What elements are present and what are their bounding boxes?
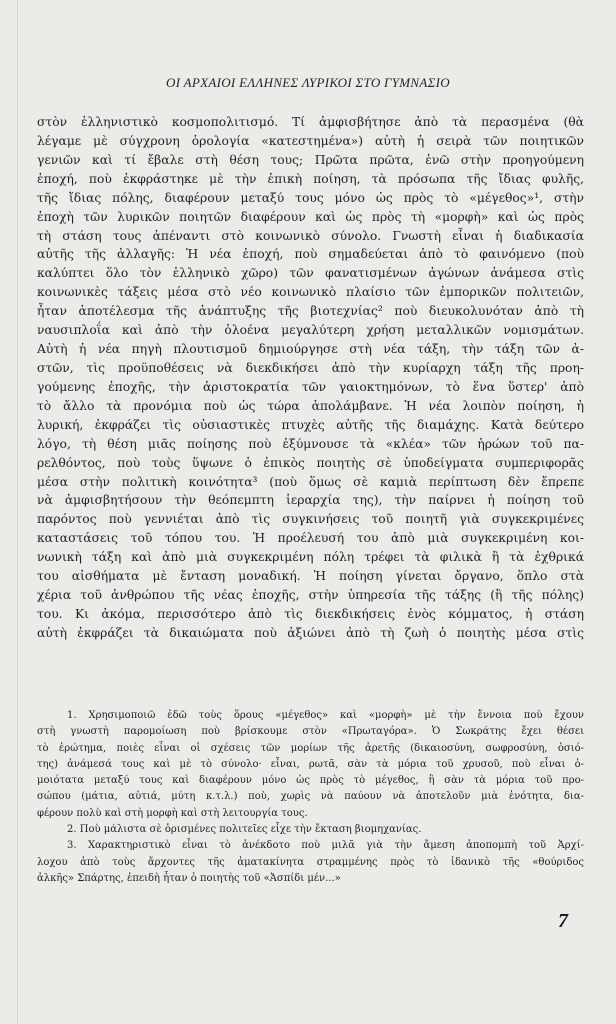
body-line: ἐποχὴ τῶν λυρικῶν ποιητῶν διαφέρουν καὶ ὡς πρὸς τὴ «μορφὴ» καὶ ὡς πρὸς [37, 209, 584, 224]
body-line: ἐποχή, ποὺ ἐκφράστηκε μὲ τὴν ἐπικὴ ποίηση, τὰ πρόσωπα τῆς ἴδιας φυλῆς, [37, 171, 584, 186]
running-head: ΟΙ ΑΡΧΑΙΟΙ ΕΛΛΗΝΕΣ ΛΥΡΙΚΟΙ ΣΤΟ ΓΥΜΝΑΣΙΟ [166, 75, 450, 90]
body-line: του. Κι ἀκόμα, περισσότερο ἀπὸ τὶς διεκδικήσεις ἑνὸς κόμματος, ἡ στάση [37, 606, 584, 621]
body-line: καταστάσεις τοῦ τόπου του. Ἡ προέλευσή του ἀπὸ μιὰ συγκεκριμένη κοι- [37, 531, 584, 546]
body-line: νωνικὴ τάξη καὶ ἀπὸ μιὰ συγκεκριμένη πόλη τρέφει τὰ φιλικὰ ἢ τὰ ἐχθρικά [37, 550, 584, 565]
footnote-line: της) ἀνάμεσά τους καὶ μὲ τὸ σύνολο· εἶναι, ρωτᾶ, σὰν τὰ μόρια τοῦ χρυσοῦ, ποὺ εἶναι ὁ- [37, 758, 584, 770]
body-text [37, 113, 584, 643]
footnote-line: τὸ ἐρώτημα, ποιὲς εἶναι οἱ σχέσεις τῶν μορίων τῆς ἀρετῆς (δικαιοσύνη, σωφροσύνη, ὁσιό- [37, 742, 584, 754]
body-line: Αὐτὴ ἡ νέα πηγὴ πλουτισμοῦ δημιούργησε στὴ νέα τάξη, τὴν τάξη τῶν ἀ- [37, 342, 584, 357]
body-line: λυρική, ἐκφράζει τὶς οὐσιαστικὲς πτυχὲς αὐτῆς τῆς διαμάχης. Κατὰ δεύτερο [37, 417, 584, 432]
body-line: αὐτῆς τῆς ἀλλαγῆς: Ἡ νέα ἐποχή, ποὺ σημαδεύεται ἀπὸ τὸ φαινόμενο (ποὺ [37, 247, 584, 262]
body-line: λέγαμε μὲ σύγχρονη ὁρολογία «κατεστημένα») αὐτὴ ἡ σειρὰ τῶν ποιητικῶν [37, 133, 584, 148]
footnote-line: ἀλκῆς» Σπάρτης, ἐπειδὴ ἦταν ὁ ποιητὴς τοῦ «Ἀσπίδι μέν...» [37, 872, 341, 884]
body-line: ναυσιπλοΐα καὶ ἀπὸ τὴν ὁλοένα μεγαλύτερη χρήση μεταλλικῶν νομισμάτων. [37, 323, 584, 338]
body-line: γενιῶν καὶ τί ἔβαλε στὴ θέση τους; Πρῶτα πρῶτα, ἐνῶ στὴν προηγούμενη [37, 152, 584, 167]
body-line: στὸν ἑλληνιστικὸ κοσμοπολιτισμό. Τί ἀμφισβήτησε ἀπὸ τὰ περασμένα (θὰ [37, 115, 584, 129]
footnote-line: μοιότατα μεταξύ τους καὶ διαφέρουν μόνο ὡς πρὸς τὸ μέγεθος, ἢ σὰν τὰ μόρια τοῦ προ- [37, 775, 584, 787]
body-line: κοινωνικὲς τάξεις μέσα στὸ νέο κοινωνικὸ πλαίσιο τῶν ἐμπορικῶν πολιτειῶν, [37, 285, 584, 300]
body-line: αὐτὴ ἐκφράζει τὰ δικαιώματα ποὺ ἀξιώνει ἀπὸ τὴ ζωὴ ὁ ποιητὴς μέσα στὶς [37, 625, 584, 640]
footnotes [37, 708, 584, 887]
footnote-1 [37, 708, 584, 822]
body-line: λόγο, τὴ θέση μιᾶς ποίησης ποὺ ἐξύμνουσε τὰ «κλέα» τῶν ἡρώων τοῦ πα- [37, 436, 584, 451]
footnote-2 [37, 822, 584, 838]
binding-edge [17, 0, 18, 1024]
footnote-line: 3. Χαρακτηριστικὸ εἶναι τὸ ἀνέκδοτο ποὺ μιλᾶ γιὰ τὴν ἄμεση ἀποπομπὴ τοῦ Ἀρχί- [67, 840, 584, 852]
footnote-line: 2. Ποὺ μάλιστα σὲ ὁρισμένες πολιτεῖες εἶχε τὴν ἔκταση βιομηχανίας. [67, 824, 422, 836]
body-line: ρελθόντος, ποὺ τοὺς ὕψωνε ὁ ἐπικὸς ποιητὴς σὲ ὑποδείγματα συμπεριφορᾶς [37, 455, 584, 470]
body-line: γούμενης ἐποχῆς, τὴν ἀριστοκρατία τῶν γαιοκτημόνων, τὸ ἕνα ὕστερ' ἀπὸ [37, 379, 584, 394]
footnote-line: φέρουν πολὺ καὶ στὴ μορφὴ καὶ στὴ λειτουργία τους. [37, 807, 308, 819]
body-line: στῶν, τὶς προϋποθέσεις νὰ διεκδικήσει ἀπὸ τὴν κυρίαρχη τάξη τῆς προη- [37, 360, 584, 375]
body-line: μέσα στὴν πολιτικὴ κοινότητα³ (ποὺ ὅμως σὲ καμιὰ περίπτωση δὲν ἔπρεπε [37, 474, 584, 489]
body-line: νὰ ἀμφισβητήσουν τὴν θεόπεμπτη ἱεραρχία της), τὴν παίρνει ἡ ποίηση τοῦ [37, 493, 584, 508]
body-line: καλύπτει ὅλο τὸν ἑλληνικὸ χῶρο) τῶν φανατισμένων ἀγώνων ἀνάμεσα στὶς [37, 266, 584, 281]
body-line: τῆς ἴδιας πόλης, διαφέρουν μεταξύ τους μόνο ὡς πρὸς τὸ «μέγεθος»¹, στὴν [37, 190, 584, 205]
footnote-line: στὴ γνωστὴ παρομοίωση ποὺ βρίσκουμε στὸν «Πρωταγόρα». Ὁ Σωκράτης ἔχει θέσει [37, 726, 584, 738]
footnote-line: σώπου (μάτια, αὐτιά, μύτη κ.τ.λ.) ποὺ, χωρὶς νὰ παύουν νὰ ἀποτελοῦν μιὰ ἑνότητα, δια- [37, 791, 584, 803]
footnote-3 [37, 838, 584, 887]
body-line: τὴ στάση τους ἀπέναντι στὸ κοινωνικὸ σύνολο. Γνωστὴ εἶναι ἡ διαδικασία [37, 228, 584, 243]
body-line: τὸ ἄλλο τὰ προνόμια ποὺ ὡς τώρα ἀπολάμβανε. Ἡ νέα λοιπὸν ποίηση, ἡ [37, 398, 584, 413]
body-line: του αἰσθήματα μὲ ἔνταση μοναδική. Ἡ ποίηση γίνεται ὄργανο, ὅπλο στὰ [37, 569, 584, 584]
footnote-line: λοχου ἀπὸ τοὺς ἄρχοντες τῆς ἀματακίνητα στραμμένης πρὸς τὸ ἰδανικὸ τῆς «θούριδος [37, 856, 584, 868]
page-number: 7 [558, 910, 568, 932]
footnote-line: 1. Χρησιμοποιῶ ἐδῶ τοὺς ὅρους «μέγεθος» καὶ «μορφὴ» μὲ τὴν ἔννοια ποὺ ἔχουν [67, 710, 584, 721]
body-line: ἦταν ἀποτέλεσμα τῆς ἀνάπτυξης τῆς βιοτεχνίας² ποὺ διευκολυνόταν ἀπὸ τὴ [37, 304, 584, 319]
body-line: χέρια τοῦ ἀνθρώπου τῆς νέας ἐποχῆς, στὴν ὑπηρεσία τῆς τάξης (ἢ τῆς πόλης) [37, 588, 584, 603]
body-line: παρόντος ποὺ γεννιέται ἀπὸ τὶς συγκινήσεις τοῦ ποιητῆ γιὰ συγκεκριμένες [37, 512, 584, 527]
